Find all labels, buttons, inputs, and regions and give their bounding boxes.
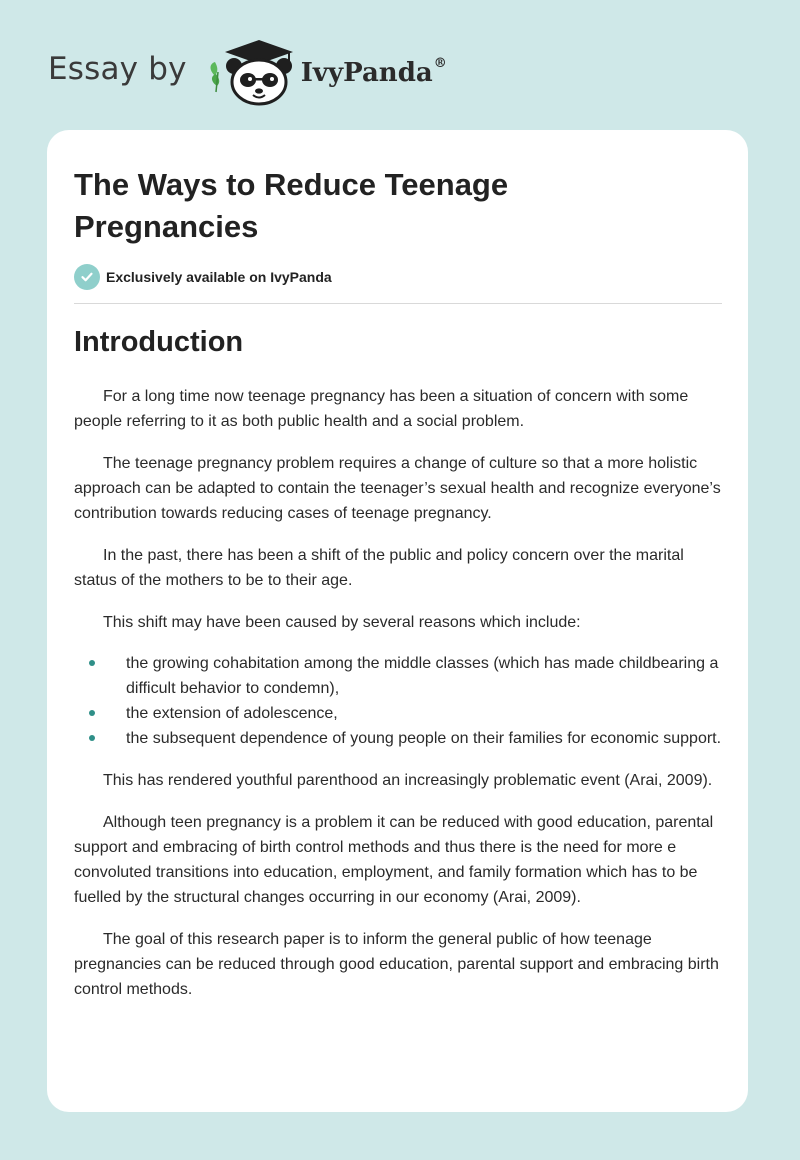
bullet-dot-icon [89, 710, 95, 716]
paragraph: Although teen pregnancy is a problem it can be reduced with good education, parental support and embracing of birth control methods and thus there is the need for more e convoluted transitions into education, employment, and family formation which has to be fuelled by the structural changes occurring in our economy (Arai, 2009). [74, 814, 714, 906]
check-circle-icon [74, 264, 100, 290]
site-header [48, 36, 648, 106]
paragraph: For a long time now teenage pregnancy has been a situation of concern with some people referring to it as both public health and a social problem. [74, 388, 689, 430]
list-item-text: the extension of adolescence, [126, 705, 338, 722]
bullet-dot-icon [89, 735, 95, 741]
bullet-dot-icon [89, 660, 95, 666]
list-item-text: the subsequent dependence of young people on their families for economic support. [126, 730, 722, 747]
paragraph: The goal of this research paper is to inform the general public of how teenage pregnancies can be reduced through good education, parental support and embracing birth control methods. [74, 931, 719, 998]
article-title: The Ways to Reduce Teenage Pregnancies [74, 167, 509, 244]
list-item-text: the growing cohabitation among the middle classes (which has made childbearing a difficult behavior to condemn), [126, 655, 719, 697]
reasons-list [74, 651, 724, 751]
article-card [47, 130, 748, 1112]
exclusive-badge-text: Exclusively available on IvyPanda [106, 269, 332, 285]
list-item [74, 701, 724, 726]
section-heading-introduction: Introduction [74, 326, 244, 358]
brand-name[interactable]: IvyPanda® [300, 56, 447, 88]
paragraph: The teenage pregnancy problem requires a change of culture so that a more holistic approach can be adapted to contain the teenager’s sexual health and recognize everyone’s contribution towards reducing cases of teenage pregnancy. [74, 455, 721, 522]
list-item [74, 726, 724, 751]
essay-by-label: Essay by [48, 51, 187, 87]
registered-mark: ® [433, 56, 447, 71]
paragraph: In the past, there has been a shift of the public and policy concern over the marital status of the mothers to be to their age. [74, 547, 684, 589]
list-item [74, 651, 724, 701]
paragraph: This shift may have been caused by several reasons which include: [103, 614, 581, 631]
paragraph: This has rendered youthful parenthood an increasingly problematic event (Arai, 2009). [103, 772, 713, 789]
article-body [74, 384, 724, 1019]
panda-graduate-logo-icon[interactable] [201, 36, 297, 106]
title-divider [74, 303, 722, 304]
exclusive-badge [74, 264, 332, 290]
